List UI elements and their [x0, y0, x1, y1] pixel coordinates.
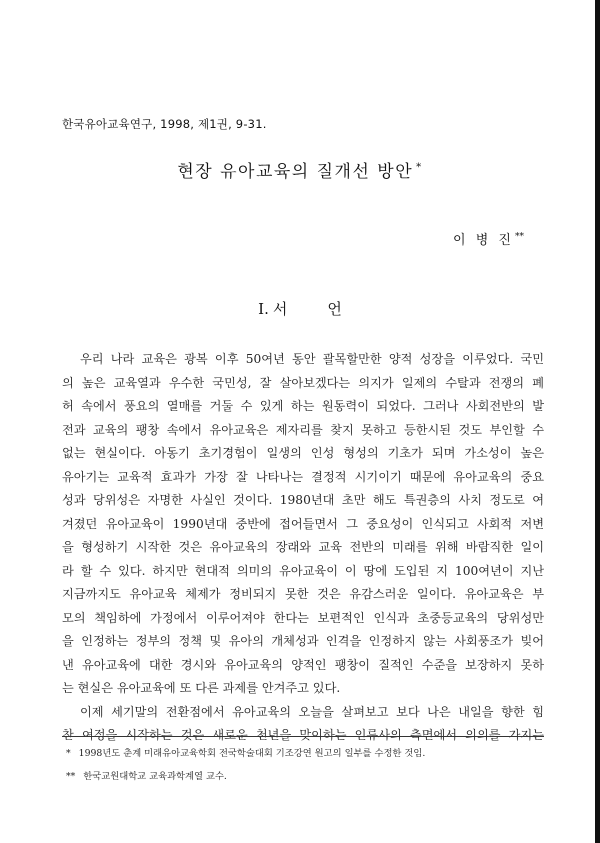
journal-reference: 한국유아교육연구, 1998, 제1권, 9-31. — [62, 117, 267, 131]
body-line: 낸 유아교육에 대한 경시와 유아교육의 양적인 팽창이 질적인 수준을 보장하지 못하 — [62, 657, 544, 672]
footnote-2-text: 한국교원대학교 교육과학계열 교수. — [83, 771, 227, 782]
body-line: 을 형성하기 시작한 것은 유아교육의 장래와 교육 전반의 미래를 위해 바람직한 일이 — [62, 540, 544, 554]
body-line: 이제 세기말의 전환점에서 유아교육의 오늘을 살펴보고 보다 나은 내일을 향한 힘 — [80, 704, 544, 719]
paper-title-text: 현장 유아교육의 질개선 방안 — [177, 162, 414, 182]
footnote-divider — [62, 736, 544, 737]
footnote-2-mark: ** — [66, 771, 76, 782]
section-heading — [0, 298, 600, 319]
footnote-1 — [66, 745, 425, 759]
body-line: 겨졌던 유아교육이 1990년대 중반에 접어들면서 그 중요성이 인식되고 사회적 저변 — [62, 516, 544, 531]
body-line: 라 할 수 있다. 하지만 현대적 의미의 유아교육이 이 땅에 도입된 지 100여년이 지난 — [62, 563, 544, 578]
body-line: 허 속에서 풍요의 열매를 거둘 수 있게 하는 원동력이 되었다. 그러나 사회전반의 발 — [62, 399, 544, 413]
body-line: 성과 당위성은 자명한 사실인 것이다. 1980년대 초만 해도 특권층의 사치 정도로 여 — [62, 493, 544, 507]
body-line: 우리 나라 교육은 광복 이후 50여년 동안 괄목할만한 양적 성장을 이루었다. 국민 — [80, 352, 544, 366]
body-line: 찬 여정을 시작하는 것은 새로운 천년을 맞이하는 인류사의 측면에서 의의를 가지는 — [62, 728, 544, 742]
page-edge-shadow — [595, 0, 600, 843]
body-line: 전과 교육의 팽창 속에서 유아교육은 제자리를 찾지 못하고 등한시된 것도 부인할 수 — [62, 422, 544, 437]
body-line: 모의 책임하에 가정에서 이루어져야 한다는 보편적인 인식과 초중등교육의 당위성만 — [62, 610, 544, 625]
section-number: I. — [258, 300, 269, 318]
body-line: 의 높은 교육열과 우수한 국민성, 잘 살아보겠다는 의지가 일제의 수탈과 전쟁의 폐 — [62, 375, 544, 390]
body-line: 없는 현실이다. 아동기 초기경험이 일생의 인성 형성의 기초가 되며 가소성이 높은 — [62, 446, 544, 460]
footnote-1-text: 1998년도 춘계 미래유아교육학회 전국학술대회 기조강연 원고의 일부를 수정한 것임. — [78, 748, 426, 759]
footnote-2 — [66, 768, 227, 782]
body-line: 유아기는 교육적 효과가 가장 잘 나타나는 결정적 시기이기 때문에 유아교육의 중요 — [62, 469, 544, 484]
section-title-part-2: 언 — [327, 300, 342, 318]
author-footnote-mark: ** — [515, 231, 524, 242]
title-footnote-mark: * — [416, 162, 423, 174]
paper-title — [0, 157, 600, 182]
body-paragraphs — [62, 348, 544, 748]
body-line-paragraph-end: 는 현실은 유아교육에 또 다른 과제를 안겨주고 있다. — [62, 681, 341, 695]
body-line: 지금까지도 유아교육 체제가 정비되지 못한 것은 유감스러운 일이다. 유아교육은 부 — [62, 587, 544, 601]
author-name: 이 병 진 — [453, 233, 514, 248]
author-line — [453, 229, 524, 248]
section-title-part-1: 서 — [272, 300, 288, 318]
footnote-1-mark: * — [66, 748, 71, 759]
body-line: 을 인정하는 정부의 정책 및 유아의 개체성과 인격을 인정하지 않는 사회풍조가 빚어 — [62, 634, 544, 648]
